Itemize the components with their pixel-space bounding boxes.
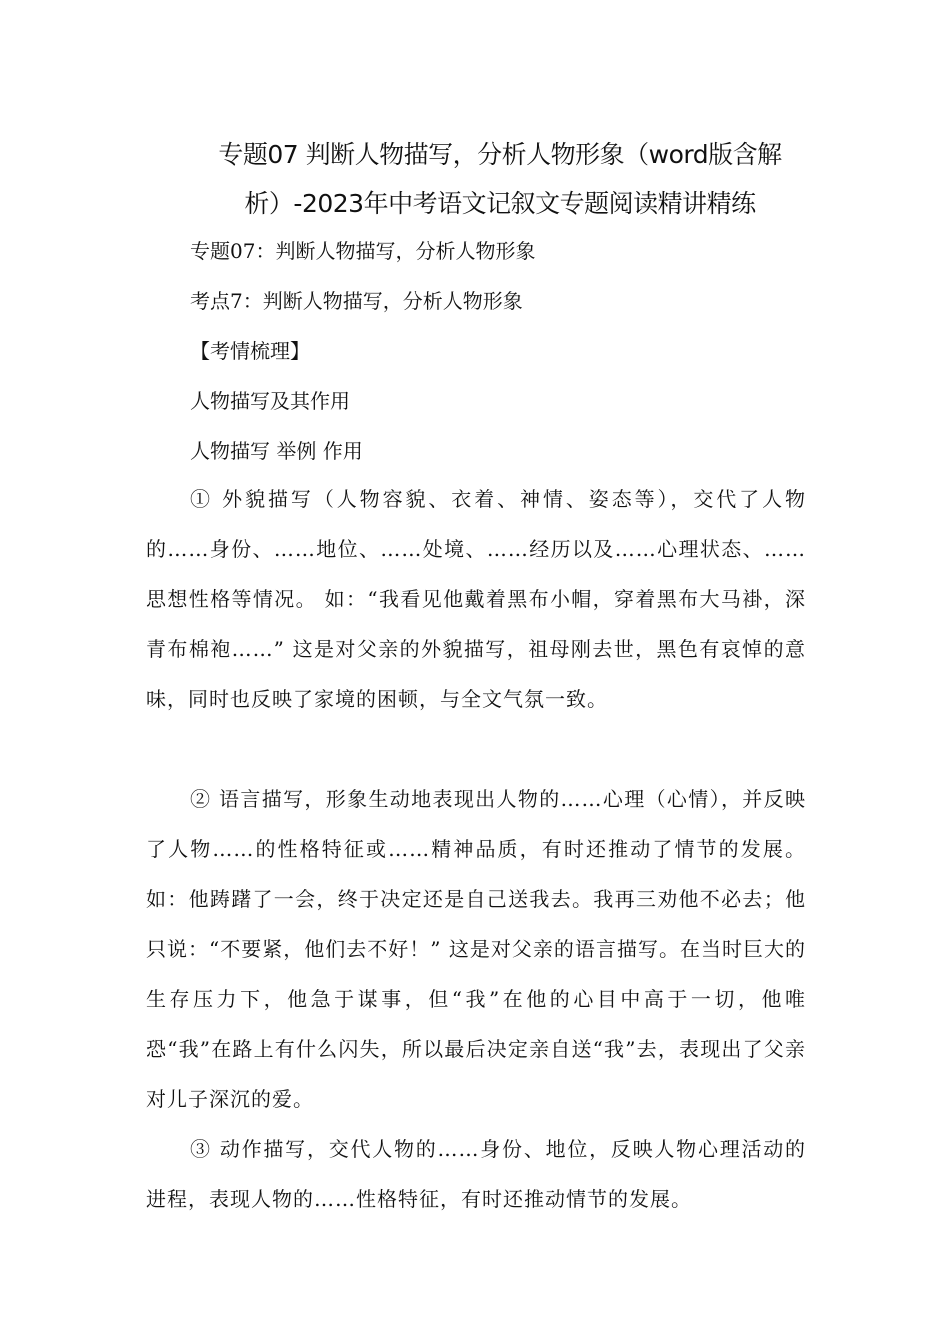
document-title: 专题07 判断人物描写，分析人物形象（word版含解析）-2023年中考语文记叙文专题阅读精讲精练 [218, 140, 782, 218]
subsection-heading: 人物描写及其作用 [190, 389, 350, 413]
topic-subtitle: 专题07：判断人物描写，分析人物形象 [190, 239, 536, 263]
paragraph-language: ② 语言描写，形象生动地表现出人物的……心理（心情），并反映了人物……的性格特征或……精神品质，有时还推动了情节的发展。 如：他踌躇了一会，终于决定还是自己送我去。我再三劝他不必去；他只说：“不要紧，他们去不好！” 这是对父亲的语言描写。在当时巨大的生存压力下，他急于谋事，但“我”在他的心目中高于一切，他唯恐“我”在路上有什么闪失，所以最后决定亲自送“我”去，表现出了父亲对儿子深沉的爱。 [146, 787, 806, 1111]
section-heading: 【考情梳理】 [190, 339, 310, 363]
paragraph-appearance: ① 外貌描写（人物容貌、衣着、神情、姿态等），交代了人物的……身份、……地位、……处境、……经历以及……心理状态、……思想性格等情况。 如：“我看见他戴着黑布小帽，穿着黑布大马褂，深青布棉袍……” 这是对父亲的外貌描写，祖母刚去世，黑色有哀悼的意味，同时也反映了家境的困顿，与全文气氛一致。 [146, 487, 806, 711]
exam-point: 考点7：判断人物描写，分析人物形象 [190, 289, 523, 313]
table-header: 人物描写 举例 作用 [190, 439, 363, 463]
paragraph-action: ③ 动作描写，交代人物的……身份、地位，反映人物心理活动的进程，表现人物的……性格特征，有时还推动情节的发展。 [146, 1137, 806, 1211]
